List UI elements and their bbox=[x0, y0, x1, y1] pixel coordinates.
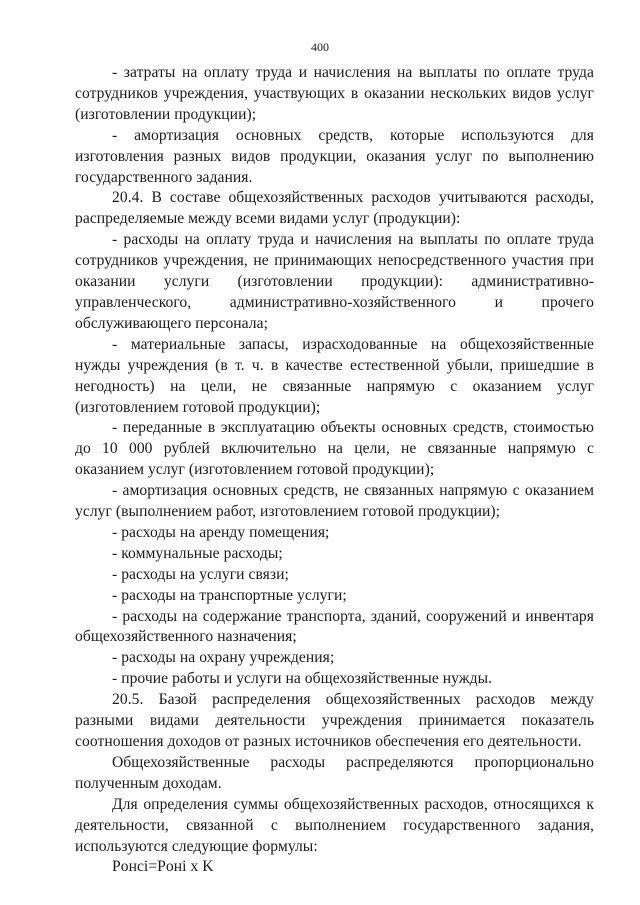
list-item-communications: - расходы на услуги связи; bbox=[112, 565, 289, 583]
list-item-maintenance: - расходы на содержание транспорта, зданий, сооружений и инвентаря общехозяйственного назначения; bbox=[75, 607, 594, 646]
list-item-transport-services: - расходы на транспортные услуги; bbox=[112, 586, 347, 604]
list-item-other-works: - прочие работы и услуги на общехозяйственные нужды. bbox=[112, 670, 493, 688]
list-item-rent: - расходы на аренду помещения; bbox=[112, 523, 330, 541]
paragraph-depreciation: - амортизация основных средств, которые используются для изготовления разных видов продукции, оказания услуг по выполнению государственного задания. bbox=[75, 126, 594, 186]
document-body bbox=[75, 63, 594, 878]
paragraph-material-stocks: - материальные запасы, израсходованные на общехозяйственные нужды учреждения (в т. ч. в качестве естественной убыли, пришедшие в негодность) на цели, не связанные напрямую с оказанием услуг (изготовлением готовой продукции); bbox=[75, 335, 594, 416]
paragraph-asset-depreciation: - амортизация основных средств, не связанных напрямую с оказанием услуг (выполнением работ, изготовлением готовой продукции); bbox=[75, 482, 594, 521]
paragraph-staff-costs: - расходы на оплату труда и начисления на выплаты по оплате труда сотрудников учреждения, не принимающих непосредственного участия при оказании услуги (изготовлении продукции): административно-управленческого, административно-хозяйственного и прочего обслуживающего персонала; bbox=[75, 231, 594, 332]
formula: Poнci=Poнi x K bbox=[112, 858, 214, 876]
paragraph-distribution: Общехозяйственные расходы распределяются пропорционально полученным доходам. bbox=[75, 753, 594, 792]
paragraph-section-20-4: 20.4. В составе общехозяйственных расходов учитываются расходы, распределяемые между всеми видами услуг (продукции): bbox=[75, 189, 594, 228]
paragraph-section-20-5: 20.5. Базой распределения общехозяйственных расходов между разными видами деятельности учреждения принимается показатель соотношения доходов от разных источников обеспечения его деятельности. bbox=[75, 691, 594, 750]
paragraph-fixed-assets: - переданные в эксплуатацию объекты основных средств, стоимостью до 10 000 рублей включительно на цели, не связанные напрямую с оказанием услуг (изготовлением готовой продукции); bbox=[75, 419, 594, 479]
paragraph-formulas-intro: Для определения суммы общехозяйственных расходов, относящихся к деятельности, связанной с выполнением государственного задания, используются следующие формулы: bbox=[75, 795, 594, 855]
list-item-security: - расходы на охрану учреждения; bbox=[112, 649, 335, 667]
paragraph-labor-costs: - затраты на оплату труда и начисления на выплаты по оплате труда сотрудников учреждения, участвующих в оказании нескольких видов услуг (изготовлении продукции); bbox=[75, 64, 594, 123]
list-item-utilities: - коммунальные расходы; bbox=[112, 544, 283, 562]
page-number: 400 bbox=[311, 40, 329, 54]
